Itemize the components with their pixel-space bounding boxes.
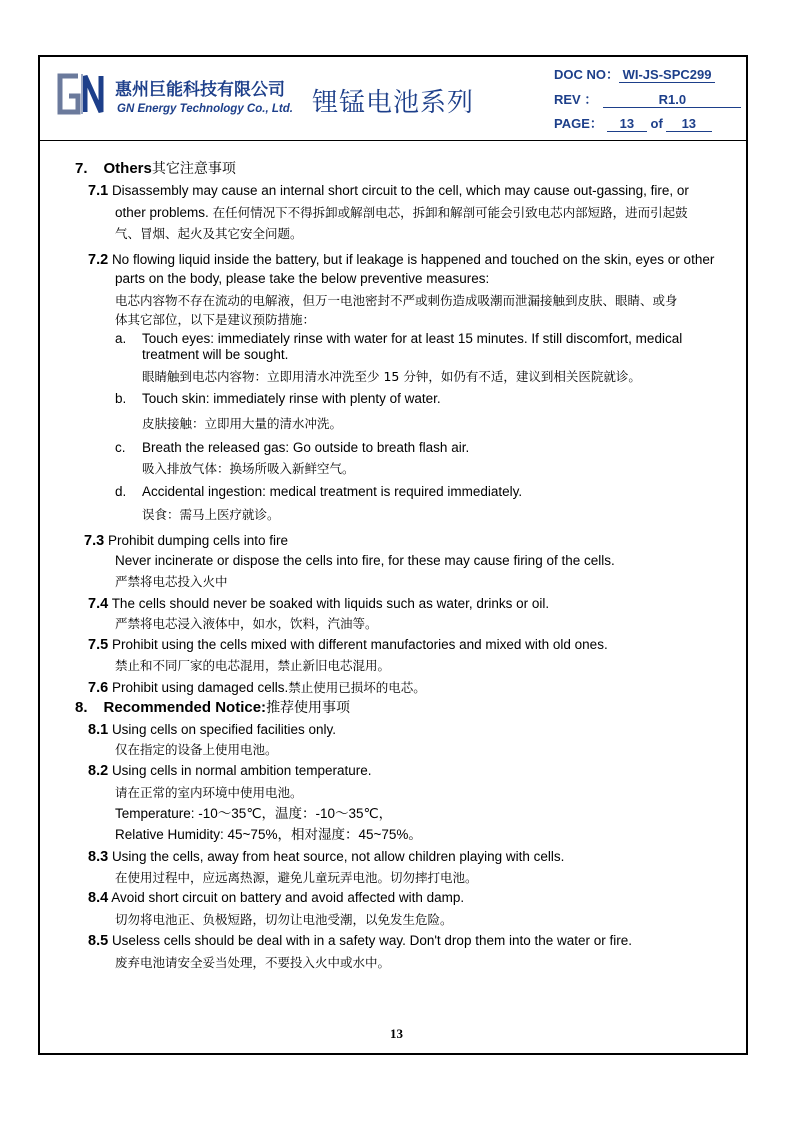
item-8-2: 8.2 Using cells in normal ambition temperature. <box>88 763 372 779</box>
section-8-heading: 8. Recommended Notice:推荐使用事项 <box>75 699 351 716</box>
company-logo-icon <box>56 72 110 116</box>
document-title: 锂锰电池系列 <box>312 88 475 118</box>
item-7-2-a-en1: Touch eyes: immediately rinse with water for at least 15 minutes. If still discomfort, medical <box>142 331 683 346</box>
rev-row <box>554 89 741 108</box>
section-7-heading: 7. Others其它注意事项 <box>75 160 236 177</box>
item-7-3: 7.3 Prohibit dumping cells into fire <box>84 533 289 549</box>
item-7-2-d-cn: 误食：需马上医疗就诊。 <box>142 507 280 522</box>
item-7-2-c-marker: c. <box>115 440 126 455</box>
item-7-2-cn2: 体其它部位，以下是建议预防措施： <box>115 312 316 327</box>
item-7-2-a-marker: a. <box>115 331 127 346</box>
item-7-5: 7.5 Prohibit using the cells mixed with different manufactories and mixed with old ones. <box>88 637 608 653</box>
total-pages-value: 13 <box>666 116 712 132</box>
item-7-3-line2: Never incinerate or dispose the cells into fire, for these may cause firing of the cells. <box>115 553 615 568</box>
page-label: PAGE： <box>554 116 603 131</box>
item-8-4-cn: 切勿将电池正、负极短路，切勿让电池受潮，以免发生危险。 <box>115 912 453 927</box>
page-value: 13 <box>607 116 647 132</box>
item-7-2-b-en: Touch skin: immediately rinse with plenty of water. <box>142 391 441 406</box>
item-8-1: 8.1 Using cells on specified facilities only. <box>88 722 337 738</box>
of-label: of <box>650 116 663 131</box>
item-7-2: 7.2 No flowing liquid inside the battery, but if leakage is happened and touched on the skin, eyes or other <box>88 252 715 268</box>
doc-no-row <box>554 64 715 83</box>
item-7-2-a-cn: 眼睛触到电芯内容物：立即用清水冲洗至少 15 分钟，如仍有不适，建议到相关医院就诊。 <box>142 369 641 384</box>
item-7-1-line2: other problems. 在任何情况下不得拆卸或解剖电芯，拆卸和解剖可能会引致电芯内部短路，进而引起鼓 <box>115 205 688 220</box>
item-8-5: 8.5 Useless cells should be deal with in a safety way. Don't drop them into the water or fire. <box>88 933 633 949</box>
item-7-3-cn: 严禁将电芯投入火中 <box>115 574 228 589</box>
item-7-2-d-marker: d. <box>115 484 127 499</box>
item-7-2-a-en2: treatment will be sought. <box>142 347 289 362</box>
item-7-2-d-en: Accidental ingestion: medical treatment is required immediately. <box>142 484 523 499</box>
item-7-2-c-en: Breath the released gas: Go outside to breath flash air. <box>142 440 470 455</box>
company-name-cn: 惠州巨能科技有限公司 <box>115 80 285 100</box>
item-8-3-cn: 在使用过程中，应远离热源，避免儿童玩弄电池。切勿摔打电池。 <box>115 870 478 885</box>
item-7-2-c-cn: 吸入排放气体：换场所吸入新鲜空气。 <box>142 461 355 476</box>
item-8-1-cn: 仅在指定的设备上使用电池。 <box>115 742 278 757</box>
item-8-2-humidity: Relative Humidity: 45~75%，相对湿度：45~75%。 <box>115 827 422 842</box>
company-name-en: GN Energy Technology Co., Ltd. <box>117 103 293 115</box>
rev-label: REV ： <box>554 92 598 107</box>
item-7-6: 7.6 Prohibit using damaged cells.禁止使用已损坏的电芯。 <box>88 680 426 696</box>
item-8-3: 8.3 Using the cells, away from heat source, not allow children playing with cells. <box>88 849 565 865</box>
item-7-5-cn: 禁止和不同厂家的电芯混用，禁止新旧电芯混用。 <box>115 658 391 673</box>
page-row <box>554 113 712 132</box>
doc-no-value: WI-JS-SPC299 <box>619 67 715 83</box>
item-7-2-cn1: 电芯内容物不存在流动的电解液，但万一电池密封不严或刺伤造成吸潮而泄漏接触到皮肤、眼睛、或身 <box>115 293 678 308</box>
item-7-1: 7.1 Disassembly may cause an internal short circuit to the cell, which may cause out-gassing, fire, or <box>88 183 689 199</box>
item-8-4: 8.4 Avoid short circuit on battery and avoid affected with damp. <box>88 890 465 906</box>
item-7-2-b-marker: b. <box>115 391 127 406</box>
item-8-2-cn: 请在正常的室内环境中使用电池。 <box>115 785 303 800</box>
item-7-4: 7.4 The cells should never be soaked with liquids such as water, drinks or oil. <box>88 596 550 612</box>
item-7-2-line2: parts on the body, please take the below preventive measures: <box>115 271 490 286</box>
item-7-4-cn: 严禁将电芯浸入液体中，如水，饮料，汽油等。 <box>115 616 378 631</box>
item-8-2-temperature: Temperature: -10～35℃，温度：-10～35℃， <box>115 806 393 821</box>
item-8-5-cn: 废弃电池请安全妥当处理，不要投入火中或水中。 <box>115 955 391 970</box>
item-7-2-b-cn: 皮肤接触：立即用大量的清水冲洗。 <box>142 416 343 431</box>
page-number: 13 <box>390 1026 403 1041</box>
doc-no-label: DOC NO： <box>554 67 620 82</box>
item-7-1-line3: 气、冒烟、起火及其它安全问题。 <box>115 226 303 241</box>
rev-value: R1.0 <box>603 92 741 108</box>
